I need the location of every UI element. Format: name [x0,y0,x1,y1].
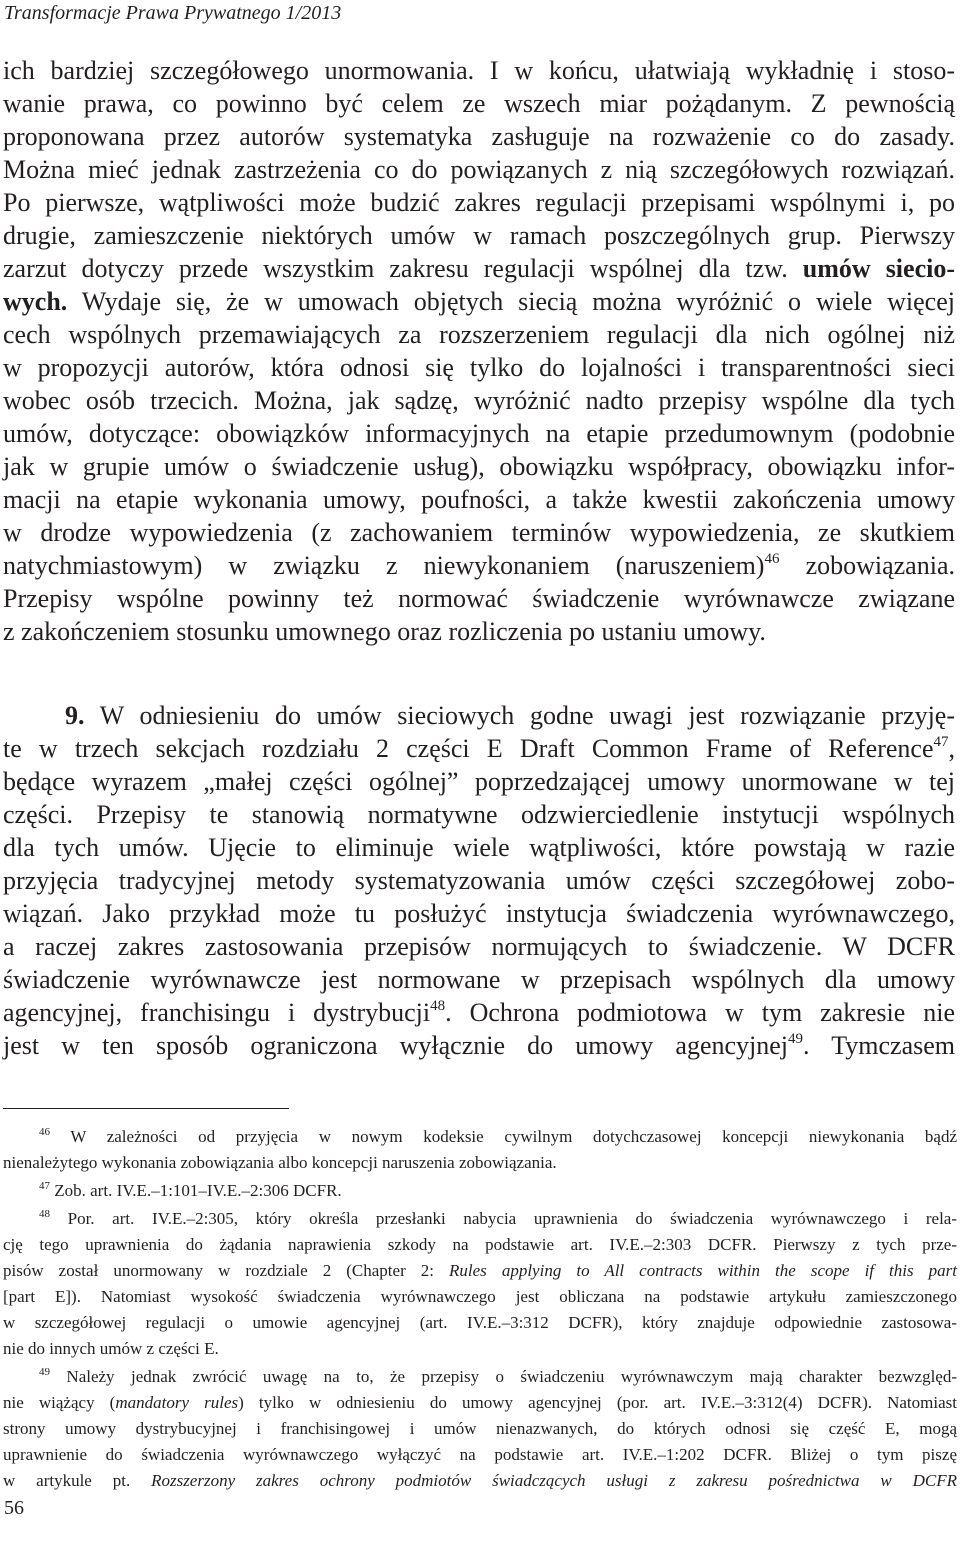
footnote-number: 47 [39,1180,50,1192]
text-span: . Tymczasem [803,1031,955,1060]
section-number: 9. [65,701,85,730]
text-line: wanie prawa, co powinno być celem ze wszech miar pożądanym. Z pewnością [3,89,955,118]
paragraph-gap [3,648,955,699]
text-span: jest w ten sposób ograniczona wyłącznie do umowy agencyjnej [3,1031,789,1060]
text-line [3,285,955,318]
bold-term: umów siecio- [802,254,955,283]
text-span: Por. art. IV.E.–2:305, który określa przesłanki nabycia uprawnienia do świadczenia wyrównawczego i rela- [67,1209,958,1228]
text-span: Należy jednak zwrócić uwagę na to, że przepisy o świadczeniu wyrównawczym mają charakter bezwzględ- [66,1367,958,1386]
text-line: Można mieć jednak zastrzeżenia co do powiązanych z nią szczegółowych rozwiązań. [3,155,955,184]
text-span: zarzut dotyczy przede wszystkim zakresu regulacji wspólnej dla tzw. [3,254,788,283]
footnote-separator [3,1108,289,1109]
text-line: wiązań. Jako przykład może tu posłużyć instytucja świadczenia wyrównawczego, [3,899,955,928]
footnote-number: 46 [39,1126,50,1138]
text-line: w drodze wypowiedzenia (z zachowaniem terminów wypowiedzenia, ze skutkiem [3,518,955,547]
footnote-ref[interactable]: 49 [788,1031,804,1047]
text-line: jak w grupie umów o świadczenie usług), obowiązku współpracy, obowiązku infor- [3,452,955,481]
main-text [3,54,955,1062]
text-span: , [948,734,955,763]
text-line: wobec osób trzecich. Można, jak sądzę, wyróżnić nadto przepisy wspólne dla tych [3,386,955,415]
footnote-line [3,1364,957,1390]
footnote-number: 48 [39,1208,50,1220]
text-span: Zob. art. IV.E.–1:101–IV.E.–2:306 DCFR. [54,1181,342,1200]
text-span: te w trzech sekcjach rozdziału 2 części E Draft Common Frame of Reference [3,734,934,763]
footnote-line: w szczegółowej regulacji o umowie agencyjnej (art. IV.E.–3:312 DCFR), który znajduje odpowiednie zastosowa- [3,1313,957,1332]
footnote-line [3,1468,957,1494]
footnote-line: nie do innych umów z części E. [3,1339,219,1358]
footnote-line: strony umowy dystrybucyjnej i franchisingowej i umów nienazwanych, do których odnosi się część E, mogą [3,1419,957,1438]
text-line: z zakończeniem stosunku umownego oraz rozliczenia po ustaniu umowy. [3,617,766,646]
footnote-line [3,1390,957,1416]
text-line [3,1029,955,1062]
text-span: agencyjnej, franchisingu i dystrybucji [3,998,431,1027]
text-span: W zależności od przyjęcia w nowym kodeksie cywilnym dotychczasowej koncepcji niewykonania bądź [70,1127,957,1146]
text-line: proponowana przez autorów systematyka zasługuje na rozważenie co do zasady. [3,122,955,151]
footnote-ref[interactable]: 48 [430,998,446,1014]
bold-term: wych. [3,287,68,316]
text-span: w artykule pt. [3,1471,152,1490]
footnote-line [3,1124,957,1150]
text-line [3,732,955,765]
text-span: natychmiastowym) w związku z niewykonaniem (naruszeniem) [3,551,765,580]
footnote-line: uprawnienie do świadczenia wyrównawczego wyłączyć na podstawie art. IV.E.–1:202 DCFR. Bliżej o tym piszę [3,1445,957,1464]
text-line: świadczenie wyrównawcze jest normowane w przepisach wspólnych dla umowy [3,965,955,994]
text-line: części. Przepisy te stanowią normatywne odzwierciedlenie instytucji wspólnych [3,800,955,829]
text-line: cech wspólnych przemawiających za rozszerzeniem regulacji dla nich ogólnej niż [3,320,955,349]
running-header: Transformacje Prawa Prywatnego 1/2013 [4,2,342,24]
text-line: przyjęcia tradycyjnej metody systematyzowania umów części szczegółowej zobo- [3,866,955,895]
text-line: umów, dotyczące: obowiązków informacyjnych na etapie przedumownym (podobnie [3,419,955,448]
footnote-line: nienależytego wykonania zobowiązania albo koncepcji naruszenia zobowiązania. [3,1153,557,1172]
footnote-line [3,1206,957,1232]
footnote-line: [part E]). Natomiast wysokość świadczenia wyrównawczego jest obliczana na podstawie artykułu zamieszczonego [3,1287,957,1306]
text-line: Po pierwsze, wątpliwości może budzić zakres regulacji przepisami wspólnymi i, po [3,188,955,217]
text-line: będące wyrazem „małej części ogólnej” poprzedzającej umowy unormowane w tej [3,767,955,796]
text-line: macji na etapie wykonania umowy, poufności, a także kwestii zakończenia umowy [3,485,955,514]
footnote-line [3,1178,957,1204]
text-line [3,699,955,732]
text-line: Przepisy wspólne powinny też normować świadczenie wyrównawcze związane [3,584,955,613]
footnote-line: cję tego uprawnienia do żądania naprawienia szkody na podstawie art. IV.E.–2:303 DCFR. Pierwszy z tych prze- [3,1235,957,1254]
text-line: drugie, zamieszczenie niektórych umów w ramach poszczególnych grup. Pierwszy [3,221,955,250]
text-span: zobowiązania. [805,551,955,580]
footnote-ref[interactable]: 46 [764,551,780,567]
footnotes [3,1124,957,1494]
italic-term: mandatory rules [115,1393,239,1412]
footnote-number: 49 [39,1366,50,1378]
text-line: a raczej zakres zastosowania przepisów normujących to świadczenie. W DCFR [3,932,955,961]
text-line: w propozycji autorów, która odnosi się tylko do lojalności i transparentności sieci [3,353,955,382]
footnote-ref[interactable]: 47 [933,734,949,750]
text-line: ich bardziej szczegółowego unormowania. I w końcu, ułatwiają wykładnię i stoso- [3,56,955,85]
footnote-line [3,1258,957,1284]
text-line [3,252,955,285]
text-span: W odniesieniu do umów sieciowych godne uwagi jest rozwiązanie przyję- [99,701,955,730]
italic-title: Rules applying to All contracts within the scope if this part [449,1261,957,1280]
text-line [3,996,955,1029]
text-line: dla tych umów. Ujęcie to eliminuje wiele wątpliwości, które powstają w razie [3,833,955,862]
text-span: . Ochrona podmiotowa w tym zakresie nie [445,998,955,1027]
text-span: pisów został unormowany w rozdziale 2 (Chapter 2: [3,1261,450,1280]
text-line [3,549,955,582]
italic-title: Rozszerzony zakres ochrony podmiotów świadczących usługi z zakresu pośrednictwa w DCFR [151,1471,957,1490]
text-span: ) tylko w odniesieniu do umowy agencyjnej (por. art. IV.E.–3:312(4) DCFR). Natomiast [238,1393,957,1412]
text-span: nie wiążący ( [3,1393,116,1412]
text-span: Wydaje się, że w umowach objętych siecią można wyróżnić o wiele więcej [81,287,955,316]
page-number: 56 [4,1497,24,1519]
